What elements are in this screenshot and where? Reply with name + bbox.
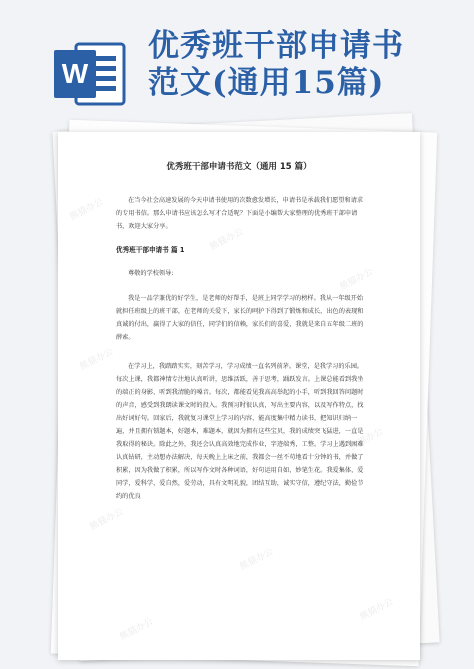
watermark: 熊猫办公 bbox=[338, 266, 375, 293]
intro-paragraph: 在当今社会高速发展的今天申请书使用的次数愈发增长，申请书是承载我们愿望和请求的专用书信。那么申请书应该怎么写才合适呢？下面是小编帮大家整理的优秀班干部申请书，欢迎大家分享。 bbox=[116, 197, 364, 230]
document-page bbox=[58, 132, 420, 660]
watermark: 熊猫办公 bbox=[78, 346, 115, 373]
page-title-line-1: 优秀班干部申请书 bbox=[148, 28, 404, 64]
document-title: 优秀班干部申请书范文（通用 15 篇） bbox=[166, 162, 312, 172]
watermark: 熊猫办公 bbox=[118, 616, 155, 643]
body-paragraph-2: 在学习上，我踏踏实实，刻苦学习，学习成绩一直名列前茅。课堂，是我学习的乐园。每次上课，我都神情专注地认真听讲，思维活跃，善于思考，踊跃发言。上课总能看到我坐的端正的身影，听到我清脆的嗓音。每次，都能看见我高高举起的小手，听到我回答问题时的声音，感受到我朗读课文时的投入。我预习时很认真，写出主要内容，以及写作特点，找出好词好句。回家后，我就复习课堂上学习的内容，能高度集中精力读书，把知识归纳一遍，并且拥有锁题本，好题本，难题本，就因为拥有这些宝贝，我的成绩突飞猛进，一直是我取得的秘诀。除此之外，我还会认真高效地完成作业，字迹端秀，工整。学习上遇到困难认真钻研，主动想办法解决，每天晚上上床之前，我都会一丝不苟地看十分钟的书，并做了积累，因为我做了积累，所以写作文时各种词语，好句运用自如，妙笔生花。我爱集体，爱同学，爱科学，爱自然，爱劳动，具有文明礼貌，团结互助，诚实守信，遵纪守法，勤俭节约的优良 bbox=[116, 363, 364, 500]
page-title bbox=[148, 28, 468, 102]
salutation: 尊敬的学校领导: bbox=[128, 270, 174, 277]
word-logo-letter: W bbox=[61, 58, 89, 89]
watermark: 熊猫办公 bbox=[88, 506, 125, 533]
watermark: 熊猫办公 bbox=[208, 226, 245, 253]
watermark: 熊猫办公 bbox=[68, 196, 105, 223]
word-icon bbox=[50, 34, 130, 114]
watermark: 熊猫办公 bbox=[358, 596, 395, 623]
section-title: 优秀班干部申请书 篇 1 bbox=[116, 246, 185, 254]
page-title-line-2: 范文(通用15篇) bbox=[148, 65, 385, 101]
watermark: 熊猫办公 bbox=[348, 426, 385, 453]
watermark: 熊猫办公 bbox=[238, 546, 275, 573]
body-paragraph-1: 我是一品学兼优的好学生，是老师的好帮手，是班上同学学习的榜样。我从一年级开始就担任班级上的班干部，在老师的关爱下，家长的呵护下得到了锻炼和成长，出色的表现和真诚的付出，赢得了大家的信任，同学们的信赖，家长们的喜爱，我就是来自五年级二班的薛索。 bbox=[116, 295, 364, 341]
watermark: 熊猫办公 bbox=[228, 386, 265, 413]
